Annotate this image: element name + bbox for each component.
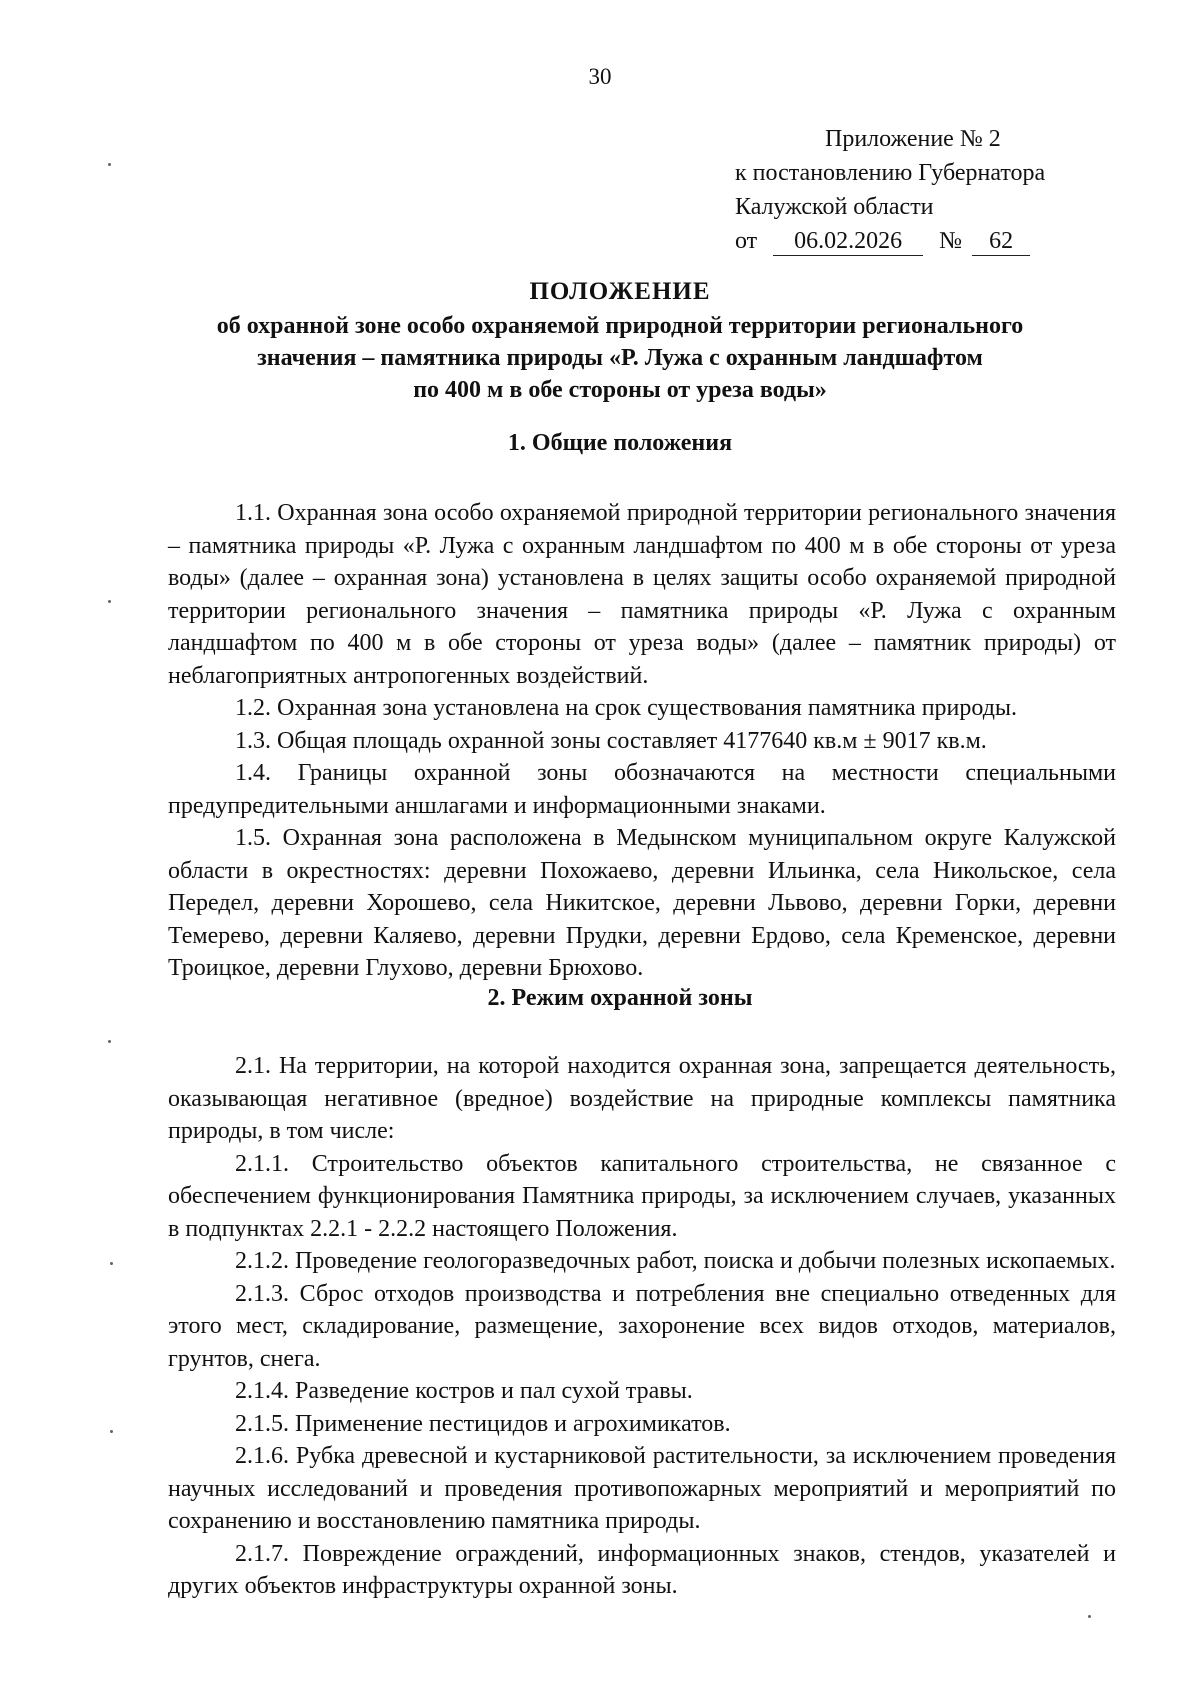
document-subtitle-line-1: об охранной зоне особо охраняемой природной территории регионального xyxy=(216,313,1024,339)
section-1-heading: 1. Общие положения xyxy=(507,430,733,456)
paragraph-2-1-2: 2.1.2. Проведение геологоразведочных работ, поиска и добычи полезных ископаемых. xyxy=(235,1248,1116,1274)
scan-speck xyxy=(110,1262,113,1265)
decree-number: 62 xyxy=(972,227,1030,256)
paragraph-1-4: 1.4. Границы охранной зоны обозначаются на местности специальными предупредительными аншлагами и информационными знаками. xyxy=(168,760,1116,819)
paragraph-2-1: 2.1. На территории, на которой находится охранная зона, запрещается деятельность, оказывающая негативное (вредное) воздействие на природные комплексы памятника природы, в том числе: xyxy=(168,1053,1116,1144)
section-1-body xyxy=(168,497,1116,985)
section-2-heading: 2. Режим охранной зоны xyxy=(487,985,753,1011)
paragraph-1-3: 1.3. Общая площадь охранной зоны составляет 4177640 кв.м ± 9017 кв.м. xyxy=(235,727,987,754)
paragraph-2-1-6: 2.1.6. Рубка древесной и кустарниковой растительности, за исключением проведения научных исследований и проведения противопожарных мероприятий и мероприятий по сохранению и восстановлению памятника природы. xyxy=(168,1443,1116,1534)
paragraph-2-1-3: 2.1.3. Сброс отходов производства и потребления вне специально отведенных для этого мест, складирование, размещение, захоронение всех видов отходов, материалов, грунтов, снега. xyxy=(168,1280,1116,1372)
appendix-region-line: Калужской области xyxy=(735,194,934,220)
appendix-block xyxy=(735,122,1155,258)
paragraph-1-5: 1.5. Охранная зона расположена в Медынском муниципальном округе Калужской области в окрестностях: деревни Похожаево, деревни Ильинка, села Никольское, села Передел, деревни Хорошево, села Никитское, деревни Львово, деревни Горки, деревни Темерево, деревни Каляево, деревни Прудки, деревни Ердово, села Кременское, деревни Троицкое, деревни Глухово, деревни Брюхово. xyxy=(168,825,1116,981)
scan-speck xyxy=(110,1430,113,1433)
appendix-title: Приложение № 2 xyxy=(825,126,1001,152)
from-label: от xyxy=(735,228,758,254)
paragraph-1-2: 1.2. Охранная зона установлена на срок существования памятника природы. xyxy=(235,695,1018,721)
document-subtitle-line-3: по 400 м в обе стороны от уреза воды» xyxy=(413,377,827,403)
scan-speck xyxy=(1088,1615,1091,1618)
appendix-date-line xyxy=(735,224,1155,258)
page-number: 30 xyxy=(588,64,612,89)
paragraph-1-1: 1.1. Охранная зона особо охраняемой природной территории регионального значения – памятника природы «Р. Лужа с охранным ландшафтом по 400 м в обе стороны от уреза воды» (далее – охранная зона) установлена в целях защиты особо охраняемой природной территории регионального значения – памятника природы «Р. Лужа с охранным ландшафтом по 400 м в обе стороны от уреза воды» (далее – памятник природы) от неблагоприятных антропогенных воздействий. xyxy=(168,500,1116,689)
document-title: ПОЛОЖЕНИЕ xyxy=(529,278,711,305)
paragraph-2-1-1: 2.1.1. Строительство объектов капитального строительства, не связанное с обеспечением функционирования Памятника природы, за исключением случаев, указанных в подпунктах 2.2.1 - 2.2.2 настоящего Положения. xyxy=(168,1150,1116,1242)
number-sign: № xyxy=(939,228,963,254)
scan-speck xyxy=(108,600,111,603)
paragraph-2-1-7: 2.1.7. Повреждение ограждений, информационных знаков, стендов, указателей и других объектов инфраструктуры охранной зоны. xyxy=(168,1540,1116,1599)
paragraph-2-1-5: 2.1.5. Применение пестицидов и агрохимикатов. xyxy=(235,1410,731,1437)
document-title-block xyxy=(120,276,1120,406)
appendix-decree-line: к постановлению Губернатора xyxy=(735,160,1046,186)
section-2-body xyxy=(168,1050,1116,1603)
decree-date: 06.02.2026 xyxy=(773,227,923,256)
scan-speck xyxy=(108,1040,111,1043)
document-subtitle-line-2: значения – памятника природы «Р. Лужа с охранным ландшафтом xyxy=(257,345,983,371)
paragraph-2-1-4: 2.1.4. Разведение костров и пал сухой травы. xyxy=(235,1378,693,1404)
scan-speck xyxy=(108,163,111,166)
